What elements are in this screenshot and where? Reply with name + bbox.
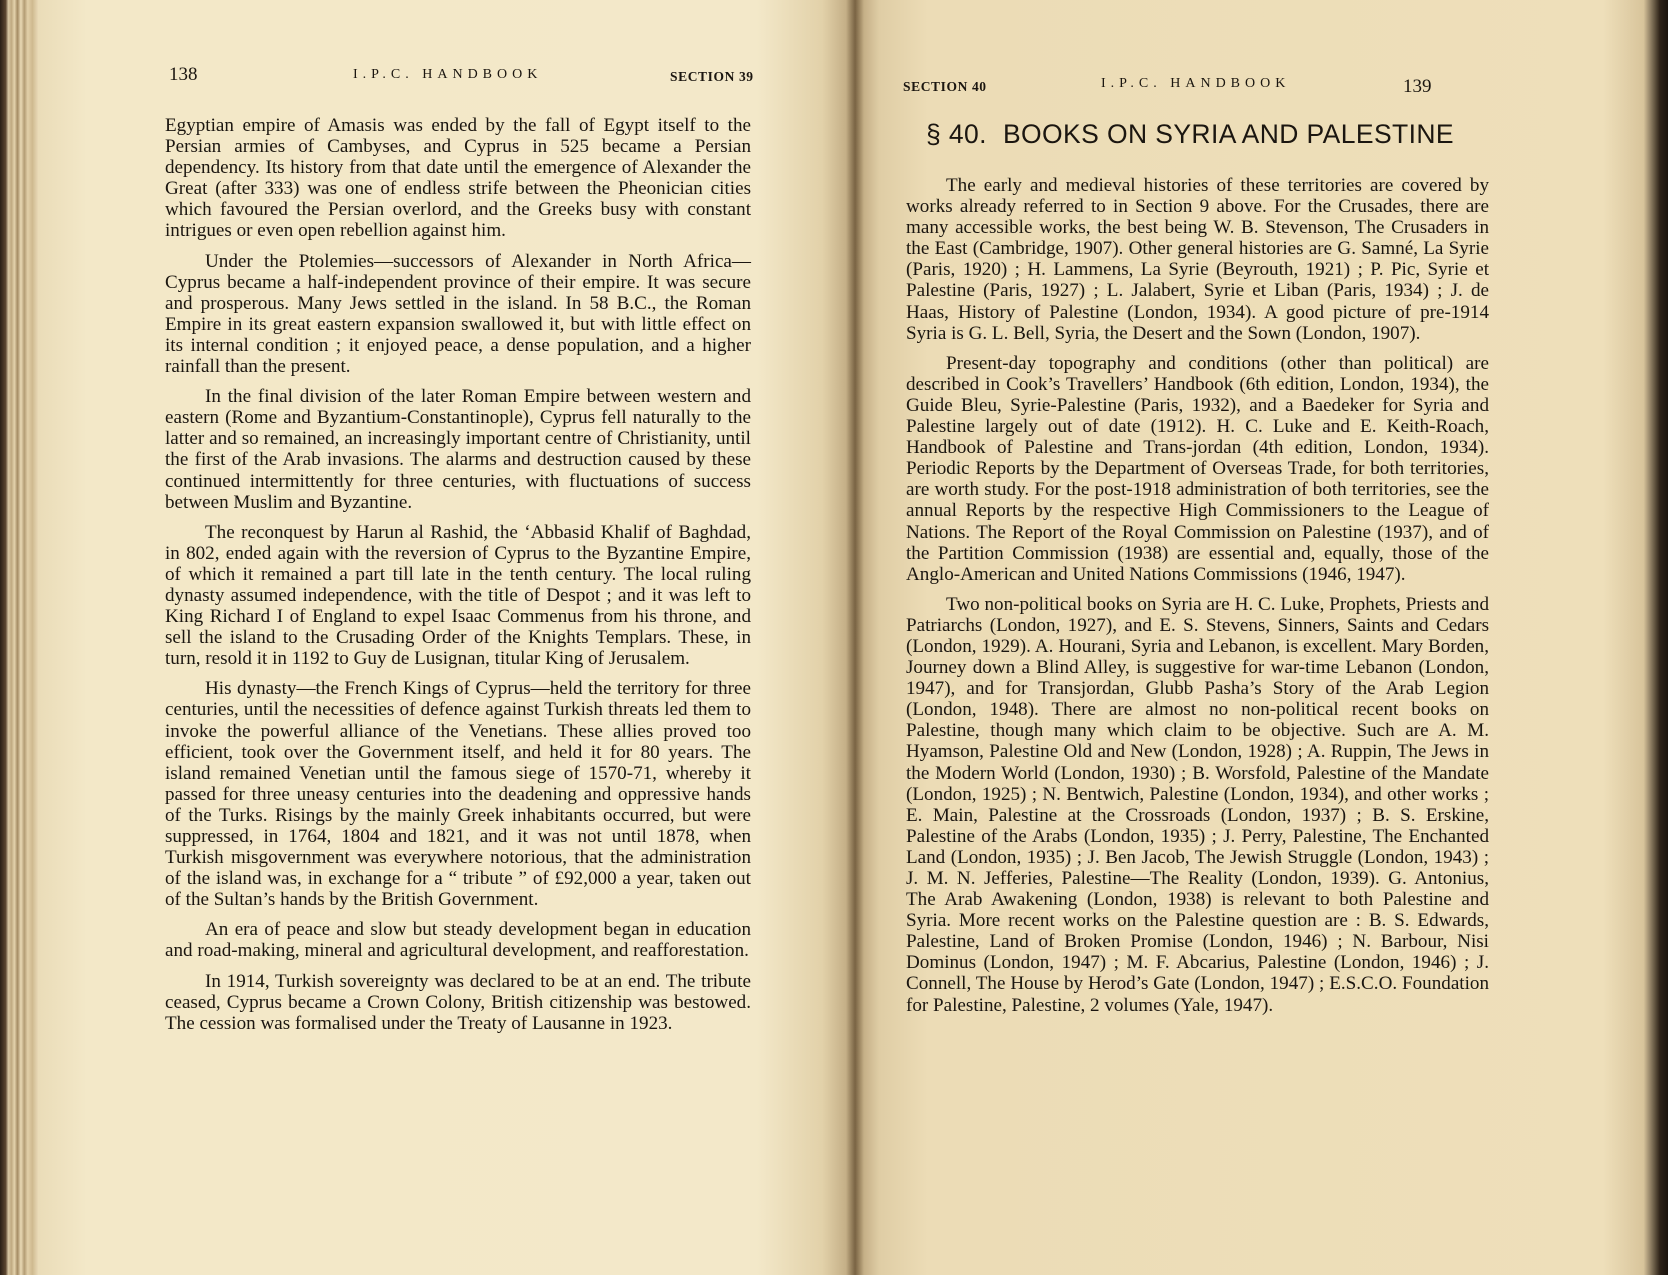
page-number: 139	[1403, 76, 1432, 97]
right-page	[855, 0, 1668, 1275]
paragraph: An era of peace and slow but steady development began in education and road-making, mineral and agricultural development, and reafforestation.	[165, 919, 751, 962]
book-gutter	[846, 0, 864, 1275]
paragraph: The early and medieval histories of these territories are covered by works already referred to in Section 9 above. For the Crusades, there are many accessible works, the best being W. B. Stevenson, The Crusaders in the East (Cambridge, 1907). Other general histories are G. Samné, La Syrie (Paris, 1920) ; H. Lammens, La Syrie (Beyrouth, 1921) ; P. Pic, Syrie et Palestine (Paris, 1927) ; L. Jalabert, Syrie et Liban (Paris, 1934) ; J. de Haas, History of Palestine (London, 1934). A good picture of pre-1914 Syria is G. L. Bell, Syria, the Desert and the Sown (London, 1907).	[906, 175, 1489, 344]
paragraph: Present-day topography and conditions (other than political) are described in Cook’s Travellers’ Handbook (6th edition, London, 1934), the Guide Bleu, Syrie-Palestine (Paris, 1932), and a Baedeker for Syria and Palestine largely out of date (1912). H. C. Luke and E. Keith-Roach, Handbook of Palestine and Trans-jordan (4th edition, London, 1934). Periodic Reports by the Department of Overseas Trade, for both territories, are worth study. For the post-1918 administration of both territories, see the annual Reports by the respective High Commissioners to the League of Nations. The Report of the Royal Commission on Palestine (1937), and of the Partition Commission (1938) are essential and, equally, those of the Anglo-American and United Nations Commissions (1946, 1947).	[906, 352, 1489, 585]
paragraph: Two non-political books on Syria are H. C. Luke, Prophets, Priests and Patriarchs (London, 1927), and E. S. Stevens, Sinners, Saints and Cedars (London, 1929). A. Hourani, Syria and Lebanon, is excellent. Mary Borden, Journey down a Blind Alley, is suggestive for war-time Lebanon (London, 1947), and for Transjordan, Glubb Pasha’s Story of the Arab Legion (London, 1948). There are almost no non-political recent books on Palestine, though many which claim to be objective. Such are A. M. Hyamson, Palestine Old and New (London, 1928) ; A. Ruppin, The Jews in the Modern World (London, 1930) ; B. Worsfold, Palestine of the Mandate (London, 1925) ; N. Bentwich, Palestine (London, 1934), and other works ; E. Main, Palestine at the Crossroads (London, 1937) ; B. S. Erskine, Palestine of the Arabs (London, 1935) ; J. Perry, Palestine, The Enchanted Land (London, 1935) ; J. Ben Jacob, The Jewish Struggle (London, 1943) ; J. M. N. Jefferies, Palestine—The Reality (London, 1939). G. Antonius, The Arab Awakening (London, 1938) is relevant to both Palestine and Syria. More recent works on the Palestine question are : B. S. Edwards, Palestine, Land of Broken Promise (London, 1946) ; N. Barbour, Nisi Dominus (London, 1947) ; M. F. Abcarius, Palestine (London, 1946) ; J. Connell, The House by Herod’s Gate (London, 1947) ; E.S.C.O. Foundation for Palestine, Palestine, 2 volumes (Yale, 1947).	[906, 593, 1489, 1016]
running-head: I.P.C. HANDBOOK	[353, 67, 543, 82]
section-heading-number: § 40.	[926, 119, 987, 149]
section-heading	[926, 119, 1526, 150]
paragraph: Under the Ptolemies—successors of Alexander in North Africa—Cyprus became a half-independent province of their empire. It was secure and prosperous. Many Jews settled in the island. In 58 B.C., the Roman Empire in its great eastern expansion swallowed it, but with little effect on its internal condition ; it enjoyed peace, a dense population, and a higher rainfall than the present.	[165, 250, 751, 378]
paragraph: In the final division of the later Roman Empire between western and eastern (Rome and Byzantium-Constantinople), Cyprus fell naturally to the latter and so remained, an increasingly important centre of Christianity, until the first of the Arab invasions. The alarms and destruction caused by these continued intermittently for three centuries, with fluctuations of success between Muslim and Byzantine.	[165, 386, 751, 513]
section-heading-title: BOOKS ON SYRIA AND PALESTINE	[1002, 119, 1454, 149]
page-edges	[0, 0, 38, 1275]
paragraph: In 1914, Turkish sovereignty was declared to be at an end. The tribute ceased, Cyprus became a Crown Colony, British citizenship was bestowed. The cession was formalised under the Treaty of Lausanne in 1923.	[165, 970, 751, 1034]
paragraph: His dynasty—the French Kings of Cyprus—held the territory for three centuries, until the necessities of defence against Turkish threats led them to invoke the powerful alliance of the Venetians. These allies proved too efficient, took over the Government itself, and held it for 80 years. The island remained Venetian until the famous siege of 1570-71, whereby it passed for three uneasy centuries into the deadening and oppressive hands of the Turks. Risings by the mainly Greek inhabitants occurred, but were suppressed, in 1764, 1804 and 1821, and it was not until 1878, when Turkish misgovernment was everywhere notorious, that the administration of the island was, in exchange for a “ tribute ” of £92,000 a year, taken out of the Sultan’s hands by the British Government.	[165, 678, 751, 911]
paragraph: The reconquest by Harun al Rashid, the ‘Abbasid Khalif of Baghdad, in 802, ended again with the reversion of Cyprus to the Byzantine Empire, of which it remained a part till late in the tenth century. The local ruling dynasty assumed independence, with the title of Despot ; and it was left to King Richard I of England to expel Isaac Commenus from his throne, and sell the island to the Crusading Order of the Knights Templars. These, in turn, resold it in 1192 to Guy de Lusignan, titular King of Jerusalem.	[165, 521, 751, 670]
left-body-text	[165, 115, 751, 1043]
running-head: I.P.C. HANDBOOK	[1101, 76, 1291, 91]
paragraph: Egyptian empire of Amasis was ended by the fall of Egypt itself to the Persian armies of Cambyses, and Cyprus in 525 became a Persian dependency. Its history from that date until the emergence of Alexander the Great (after 333) was one of endless strife between the Pheonician cities which favoured the Persian overlord, and the Greeks busy with constant intrigues or even open rebellion against him.	[165, 115, 751, 242]
right-body-text	[906, 175, 1489, 1025]
page-number: 138	[169, 64, 198, 85]
left-page	[38, 0, 855, 1275]
section-label: SECTION 40	[903, 79, 987, 94]
section-label: SECTION 39	[670, 69, 754, 84]
